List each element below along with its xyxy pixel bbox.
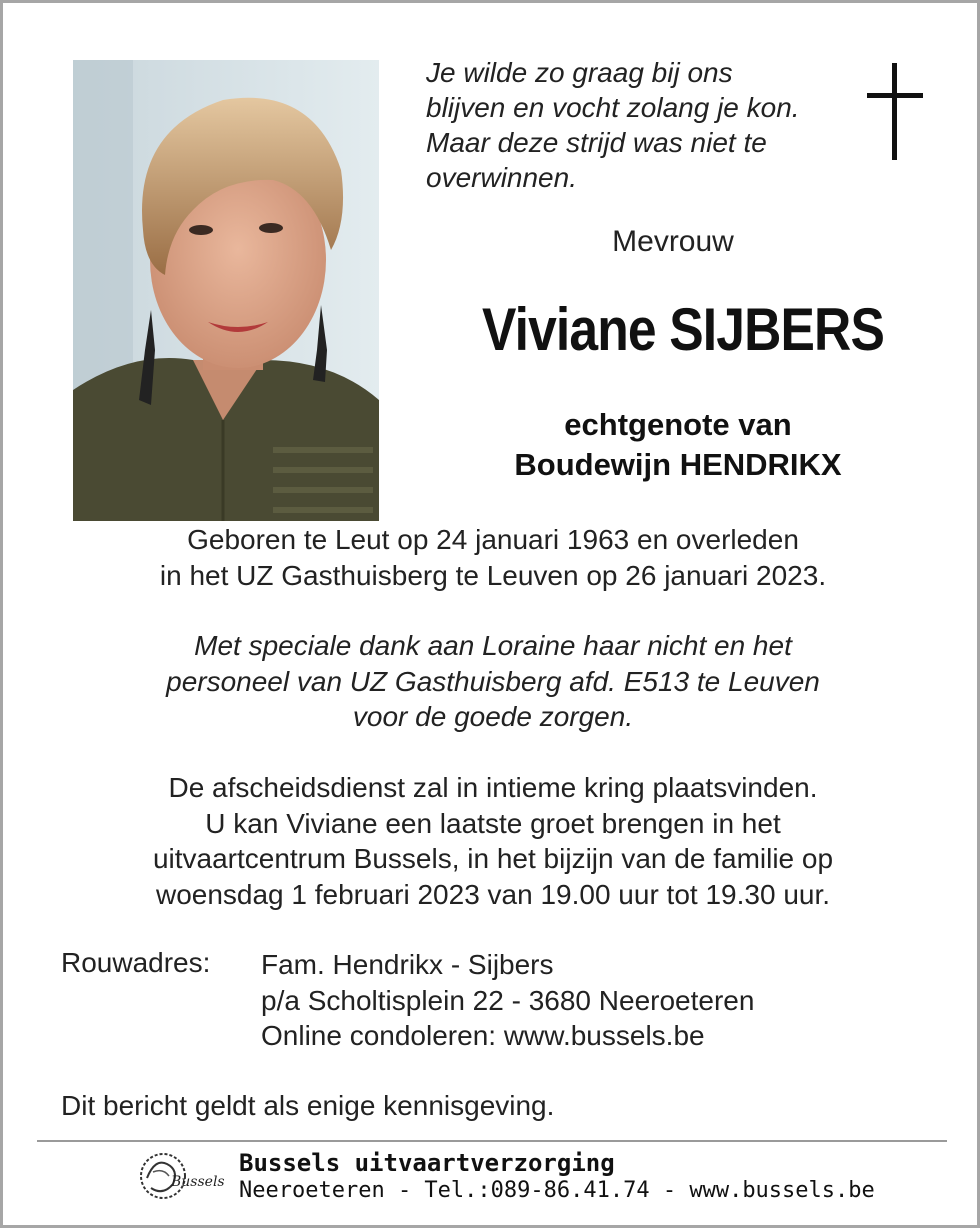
text-line: U kan Viviane een laatste groet brengen in het — [205, 807, 781, 839]
address-line: p/a Scholtisplein 22 - 3680 Neeroeteren — [261, 984, 755, 1016]
spouse-name: Boudewijn HENDRIKX — [514, 447, 842, 482]
cross-icon — [867, 63, 925, 163]
text-line: Met speciale dank aan Loraine haar nicht en het — [194, 630, 792, 661]
text-line: uitvaartcentrum Bussels, in het bijzijn van de familie op — [152, 843, 834, 874]
text-line: De afscheidsdienst zal in intieme kring plaatsvinden. — [168, 772, 818, 803]
honorific: Mevrouw — [612, 225, 734, 258]
service-text — [43, 770, 943, 912]
portrait-photo — [73, 60, 379, 521]
deceased-name: Viviane SIJBERS — [481, 296, 885, 363]
poem-line: overwinnen. — [426, 162, 577, 193]
text-line: personeel van UZ Gasthuisberg afd. E513 te Leuven — [166, 665, 820, 697]
text-line: voor de goede zorgen. — [352, 701, 634, 732]
bussels-logo-icon — [133, 1148, 225, 1206]
address-line: Fam. Hendrikx - Sijbers — [261, 949, 554, 980]
text-line: in het UZ Gasthuisberg te Leuven op 26 januari 2023. — [159, 559, 827, 591]
birth-death-text — [43, 522, 943, 593]
poem-line: blijven en vocht zolang je kon. — [426, 92, 800, 123]
company-contact: Neeroeteren - Tel.:089-86.41.74 - www.bussels.be — [239, 1178, 875, 1203]
text-line: woensdag 1 februari 2023 van 19.00 uur tot 19.30 uur. — [155, 878, 831, 910]
thanks-text — [43, 628, 943, 735]
company-name: Bussels uitvaartverzorging — [239, 1149, 615, 1177]
spouse-info — [443, 405, 913, 485]
address-label: Rouwadres: — [61, 947, 211, 978]
memorial-poem — [426, 55, 866, 195]
footer-divider — [37, 1140, 947, 1142]
notice-text: Dit bericht geldt als enige kennisgeving. — [61, 1090, 555, 1121]
spouse-intro: echtgenote van — [564, 407, 792, 442]
address-line: Online condoleren: www.bussels.be — [261, 1020, 705, 1051]
mourning-address — [261, 947, 754, 1054]
text-line: Geboren te Leut op 24 januari 1963 en overleden — [187, 524, 799, 555]
poem-line: Maar deze strijd was niet te — [426, 127, 767, 158]
poem-line: Je wilde zo graag bij ons — [426, 57, 733, 88]
svg-text:Bussels: Bussels — [171, 1174, 225, 1190]
